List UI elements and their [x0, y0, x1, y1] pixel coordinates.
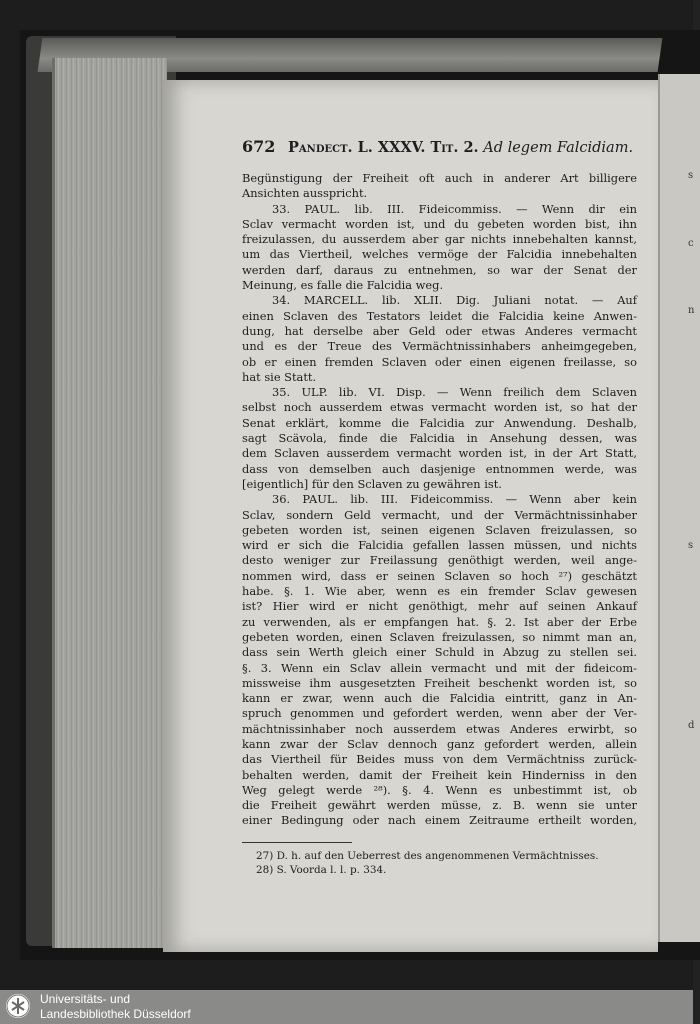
facing-page-mark: c	[688, 238, 694, 249]
text-line: hat sie Statt.	[242, 369, 317, 384]
text-line: um das Viertheil, welches vermöge der Falcidia innebehalten	[242, 247, 637, 262]
text-line: ist? Hier wird er nicht genöthigt, mehr auf seinen Ankauf	[242, 599, 637, 614]
text-line: freizulassen, du ausserdem aber gar nichts innebehalten kannst,	[242, 232, 637, 247]
text-line: ob er einen fremden Sclaven oder einen eigenen freilasse, so	[242, 354, 637, 369]
facing-page	[658, 74, 700, 942]
text-line: habe. §. 1. Wie aber, wenn es ein fremder Sclav gewesen	[242, 584, 637, 599]
facing-page-mark: n	[688, 305, 695, 316]
library-footer-bar	[0, 990, 693, 1024]
text-line: selbst noch ausserdem etwas vermacht worden ist, so hat der	[242, 400, 637, 415]
text-line: dem Sclaven ausserdem vermacht worden ist, in der Art Statt,	[242, 446, 637, 461]
text-line: kann er zwar, wenn auch die Falcidia eintritt, ganz in An-	[242, 691, 637, 706]
library-name-line1: Universitäts- und	[40, 992, 131, 1006]
text-line: 34. MARCELL. lib. XLII. Dig. Juliani notat. — Auf	[272, 293, 637, 308]
page-edges	[52, 58, 167, 948]
text-line: dass sein Werth gleich einer Schuld in Abzug zu stellen sei.	[242, 645, 637, 660]
footnote: 27) D. h. auf den Ueberrest des angenommenen Vermächtnisses.	[256, 849, 599, 862]
library-name-line2: Landesbibliothek Düsseldorf	[40, 1007, 191, 1021]
text-line: das Viertheil für Beides muss von dem Vermächtniss zurück-	[242, 752, 637, 767]
page-text	[242, 132, 637, 877]
header-title: Ad legem Falcidiam.	[483, 140, 634, 156]
footnote: 28) S. Voorda l. l. p. 334.	[256, 863, 387, 876]
text-line: und es der Treue des Vermächtnissinhabers anheimgegeben,	[242, 339, 637, 354]
text-line: gebeten worden ist, seinen eigenen Sclaven freizulassen, so	[242, 522, 637, 537]
text-line: Meinung, es falle die Falcidia weg.	[242, 278, 444, 293]
footnote-rule	[242, 842, 352, 843]
text-line: 33. PAUL. lib. III. Fideicommiss. — Wenn dir ein	[272, 201, 637, 216]
text-line: zu verwenden, als er empfangen hat. §. 2. Ist aber der Erbe	[242, 614, 637, 629]
text-line: Sclav vermacht worden ist, und du gebeten worden bist, ihn	[242, 216, 637, 231]
text-line: behalten werden, damit der Freiheit kein Hinderniss in den	[242, 767, 637, 782]
header-work: Pandect. L. XXXV. Tit. 2.	[288, 139, 479, 156]
text-line: spruch genommen und gefordert werden, wenn aber der Ver-	[242, 706, 637, 721]
text-line: Sclav, sondern Geld vermacht, und der Vermächtnissinhaber	[242, 507, 637, 522]
text-line: einen Sclaven des Testators leidet die Falcidia keine Anwen-	[242, 308, 637, 323]
text-line: die Freiheit gewährt werden müsse, z. B. wenn sie unter	[242, 798, 637, 813]
text-line: werden darf, daraus zu entnehmen, so war der Senat der	[242, 262, 637, 277]
library-logo-icon	[6, 994, 30, 1018]
body-text	[242, 171, 637, 829]
text-line: Senat erklärt, komme die Falcidia zur Anwendung. Deshalb,	[242, 415, 637, 430]
text-line: wird er sich die Falcidia gefallen lassen müssen, und nichts	[242, 538, 637, 553]
text-line: 35. ULP. lib. VI. Disp. — Wenn freilich dem Sclaven	[272, 385, 637, 400]
text-line: sagt Scävola, finde die Falcidia in Ansehung dessen, was	[242, 431, 637, 446]
text-line: missweise ihm ausgesetzten Freiheit beschenkt worden ist, so	[242, 675, 637, 690]
text-line: desto weniger zur Freilassung genöthigt werden, weil ange-	[242, 553, 637, 568]
text-line: [eigentlich] für den Sclaven zu gewähren ist.	[242, 476, 502, 491]
text-line: Begünstigung der Freiheit oft auch in anderer Art billigere	[242, 171, 637, 185]
text-line: 36. PAUL. lib. III. Fideicommiss. — Wenn aber kein	[272, 492, 637, 507]
text-line: dass von demselben auch dasjenige entnommen werde, was	[242, 461, 637, 476]
running-header	[242, 132, 637, 163]
text-line: gebeten worden, einen Sclaven freizulassen, so nimmt man an,	[242, 629, 637, 644]
text-line: einer Bedingung oder nach einem Zeitraume ertheilt worden,	[242, 813, 637, 828]
text-line: mächtnissinhaber noch ausserdem etwas Anderes erwirbt, so	[242, 721, 637, 736]
text-line: Ansichten ausspricht.	[242, 186, 368, 201]
text-line: nommen wird, dass er seinen Sclaven so hoch ²⁷) geschätzt	[242, 568, 637, 583]
facing-page-mark: s	[688, 170, 694, 181]
text-line: dung, hat derselbe aber Geld oder etwas Anderes vermacht	[242, 323, 637, 338]
text-line: Weg gelegt werde ²⁸). §. 4. Wenn es unbestimmt ist, ob	[242, 782, 637, 797]
text-line: §. 3. Wenn ein Sclav allein vermacht und mit der fideicom-	[242, 660, 637, 675]
text-line: kann zwar der Sclav dennoch ganz gefordert werden, allein	[242, 736, 637, 751]
page-number: 672	[242, 137, 276, 156]
facing-page-mark: s	[688, 540, 694, 551]
facing-page-mark: d	[688, 720, 695, 731]
